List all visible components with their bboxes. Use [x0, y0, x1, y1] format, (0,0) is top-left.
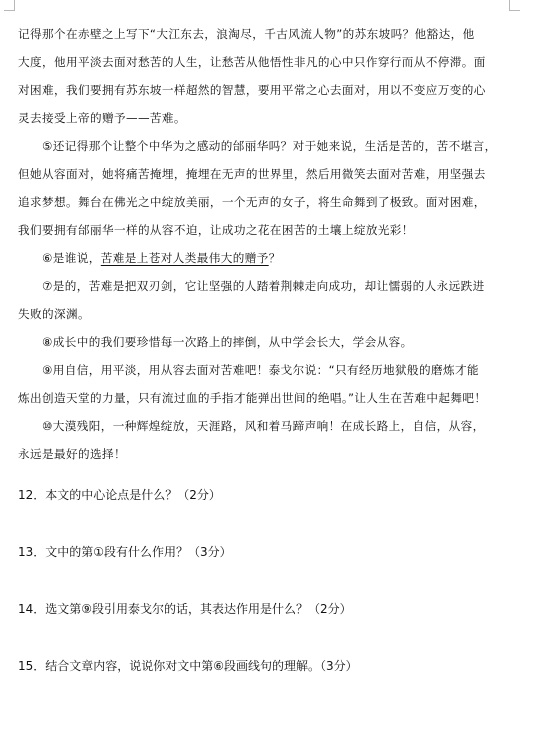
- text-line: ⑩大漠残阳，一种辉煌绽放，天涯路，风和着马蹄声响！在成长路上，自信，从容，: [42, 419, 485, 433]
- text-line: 失败的深渊。: [18, 307, 90, 321]
- text-line: 追求梦想。舞台在佛光之中绽放美丽，一个无声的女子，将生命舞到了极致。面对困难，: [18, 195, 486, 209]
- text-line: ⑤还记得那个让整个中华为之感动的邰丽华吗？对于她来说，生活是苦的，苦不堪言，: [42, 139, 497, 153]
- text-line: 记得那个在赤壁之上写下“大江东去，浪淘尽，千古风流人物”的苏东坡吗？他豁达，他: [18, 27, 475, 41]
- text-line: 炼出创造天堂的力量，只有流过血的手指才能弹出世间的绝唱。”让人生在苦难中起舞吧！: [18, 391, 487, 405]
- text-line: ⑨用自信，用平淡，用从容去面对苦难吧！泰戈尔说：“只有经历地狱般的磨炼才能: [42, 363, 479, 377]
- paragraph-10: [18, 412, 516, 468]
- text-line: 永远是最好的选择！: [18, 447, 126, 461]
- paragraph-9: [18, 356, 516, 412]
- page-corner-mark-left: [4, 0, 15, 11]
- question-12: 12．本文的中心论点是什么？（2分）: [18, 488, 221, 502]
- text-line: 我们要拥有邰丽华一样的从容不迫，让成功之花在困苦的土壤上绽放光彩！: [18, 223, 414, 237]
- underlined-sentence: 苦难是上苍对人类最伟大的赠予: [100, 251, 269, 265]
- paragraph-4: [18, 20, 516, 132]
- article-body: [18, 20, 516, 468]
- paragraph-8: ⑧成长中的我们要珍惜每一次路上的摔倒，从中学会长大，学会从容。: [42, 335, 413, 349]
- text-line: 灵去接受上帝的赠予——苦难。: [18, 111, 186, 125]
- paragraph-7: [18, 272, 516, 328]
- question-13: 13．文中的第①段有什么作用？（3分）: [18, 545, 232, 559]
- text-line: 大度，他用平淡去面对愁苦的人生，让愁苦从他悟性非凡的心中只作穿行而从不停滞。面: [18, 55, 486, 69]
- p6-prefix: ⑥是谁说，: [42, 251, 101, 265]
- page-corner-mark-right: [509, 0, 520, 11]
- paragraph-6: [18, 244, 516, 272]
- paragraph-5: [18, 132, 516, 244]
- text-line: ⑦是的，苦难是把双刃剑，它让坚强的人踏着荆棘走向成功，却让懦弱的人永远跌进: [42, 279, 485, 293]
- p6-suffix: ？: [268, 251, 281, 265]
- text-line: 但她从容面对，她将痛苦掩埋，掩埋在无声的世界里，然后用微笑去面对苦难，用坚强去: [18, 167, 486, 181]
- question-15: 15．结合文章内容，说说你对文中第⑥段画线句的理解。（3分）: [18, 659, 358, 673]
- text-line: 对困难，我们要拥有苏东坡一样超然的智慧，要用平常之心去面对，用以不变应万变的心: [18, 83, 486, 97]
- question-14: 14．选文第⑨段引用泰戈尔的话，其表达作用是什么？（2分）: [18, 602, 352, 616]
